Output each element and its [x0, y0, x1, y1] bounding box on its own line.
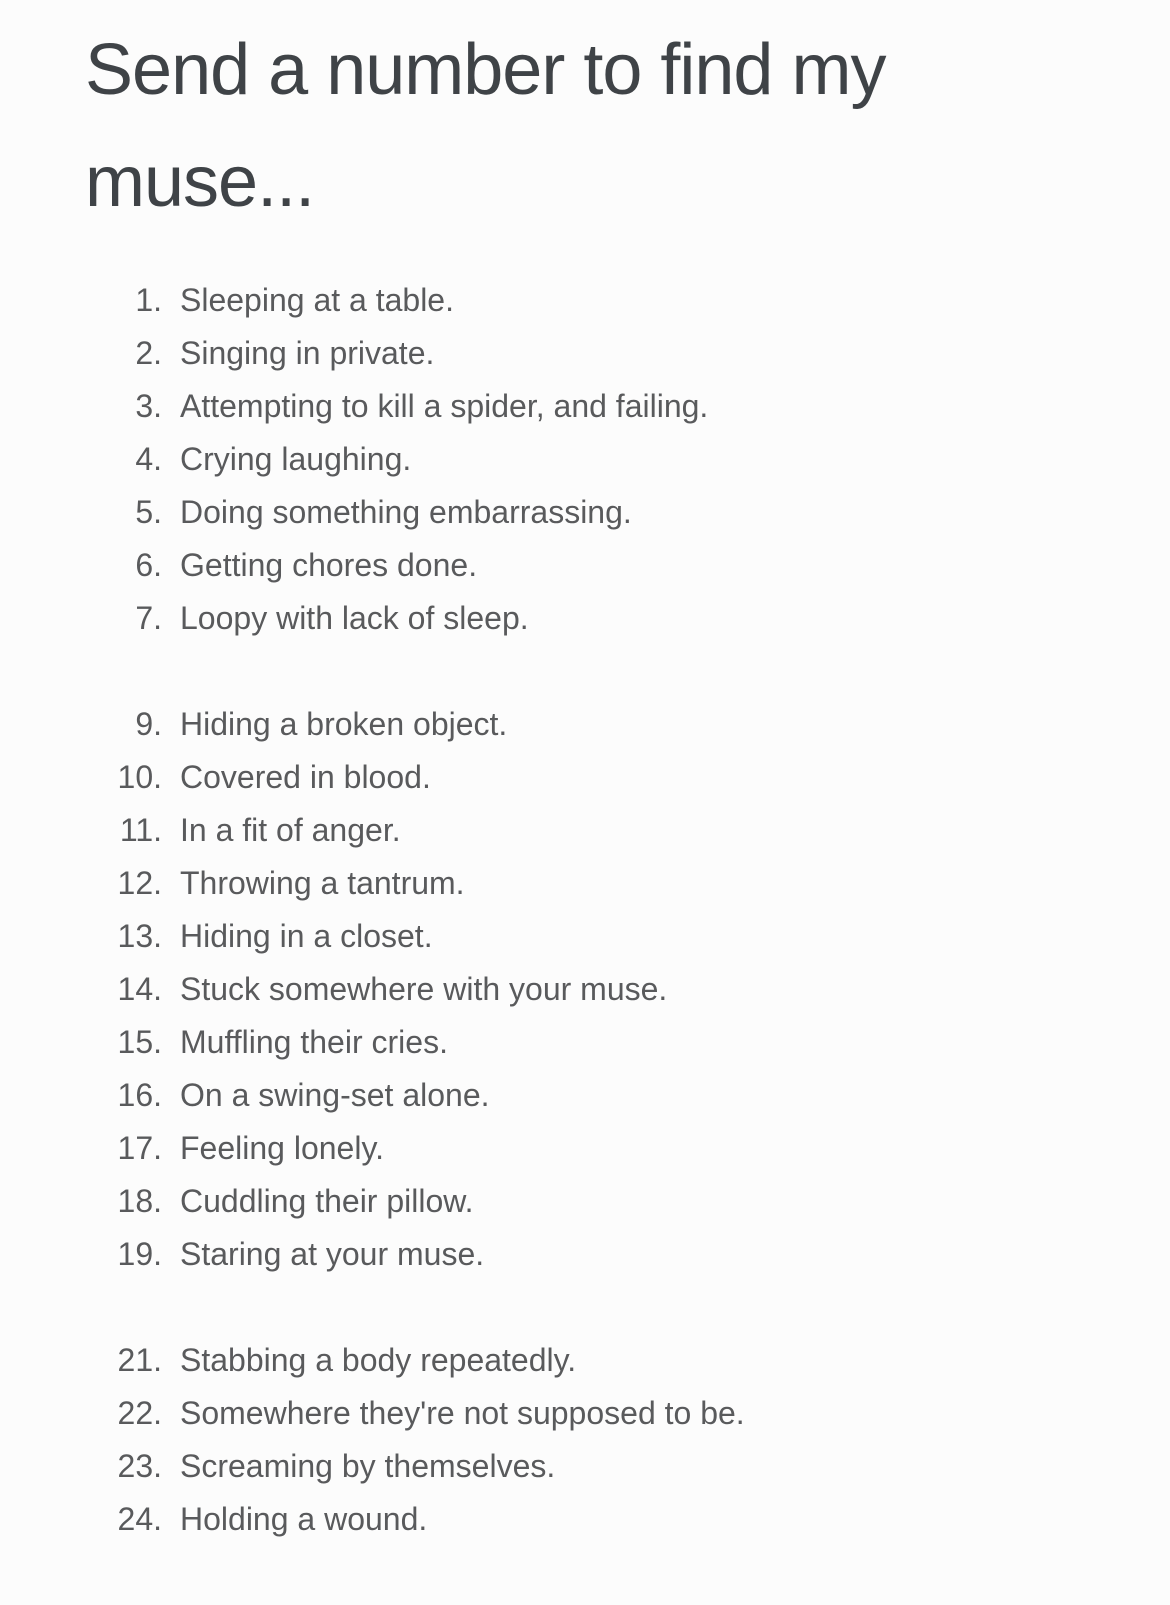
item-number: 16.: [117, 1077, 162, 1113]
item-number: 21.: [117, 1342, 162, 1378]
list-item: [0, 910, 1170, 963]
list-item: [0, 1016, 1170, 1069]
item-number: 1.: [135, 282, 162, 318]
item-text: On a swing-set alone.: [180, 1077, 490, 1113]
item-text: Cuddling their pillow.: [180, 1183, 474, 1219]
item-number: 12.: [117, 865, 162, 901]
list-item: [0, 1122, 1170, 1175]
list-item: [0, 274, 1170, 327]
item-number: 19.: [117, 1236, 162, 1272]
item-text: Doing something embarrassing.: [180, 494, 632, 530]
list-item: [0, 433, 1170, 486]
item-text: Hiding in a closet.: [180, 918, 433, 954]
item-text: Stuck somewhere with your muse.: [180, 971, 668, 1007]
list-item: [0, 1334, 1170, 1387]
item-text: Screaming by themselves.: [180, 1448, 556, 1484]
item-text: Stabbing a body repeatedly.: [180, 1342, 577, 1378]
item-text: Throwing a tantrum.: [180, 865, 465, 901]
item-number: 7.: [135, 600, 162, 636]
item-text: Hiding a broken object.: [180, 706, 508, 742]
item-text: Sleeping at a table.: [180, 282, 454, 318]
item-text: Muffling their cries.: [180, 1024, 448, 1060]
item-text: Crying laughing.: [180, 441, 412, 477]
item-number: 9.: [135, 706, 162, 742]
list-item: [0, 1387, 1170, 1440]
item-text: Staring at your muse.: [180, 1236, 485, 1272]
list-item: [0, 1175, 1170, 1228]
item-number: 6.: [135, 547, 162, 583]
list-item: [0, 486, 1170, 539]
list-item: [0, 592, 1170, 645]
page-title: Send a number to find my muse...: [85, 30, 886, 222]
list-item: [0, 1069, 1170, 1122]
item-number: 13.: [117, 918, 162, 954]
list-item: [0, 327, 1170, 380]
item-text: Feeling lonely.: [180, 1130, 384, 1166]
list-item: [0, 857, 1170, 910]
list-item: [0, 380, 1170, 433]
list-item: [0, 1493, 1170, 1546]
item-number: 2.: [135, 335, 162, 371]
item-number: 14.: [117, 971, 162, 1007]
list-item: [0, 963, 1170, 1016]
list-item: [0, 539, 1170, 592]
item-number: 15.: [117, 1024, 162, 1060]
item-text: Singing in private.: [180, 335, 435, 371]
list-item: [0, 1228, 1170, 1281]
list-item: [0, 804, 1170, 857]
item-number: 18.: [117, 1183, 162, 1219]
item-text: Somewhere they're not supposed to be.: [180, 1395, 745, 1431]
item-text: Covered in blood.: [180, 759, 431, 795]
list-item: [0, 751, 1170, 804]
item-number: 3.: [135, 388, 162, 424]
item-number: 22.: [117, 1395, 162, 1431]
list-item: [0, 1440, 1170, 1493]
item-text: Attempting to kill a spider, and failing.: [180, 388, 709, 424]
item-number: 17.: [117, 1130, 162, 1166]
item-number: 4.: [135, 441, 162, 477]
muse-prompt-list: [0, 274, 1170, 1546]
item-number: 5.: [135, 494, 162, 530]
item-text: Holding a wound.: [180, 1501, 428, 1537]
item-number: 24.: [117, 1501, 162, 1537]
item-number: 11.: [119, 812, 162, 848]
list-item: [0, 698, 1170, 751]
item-text: Getting chores done.: [180, 547, 478, 583]
item-text: Loopy with lack of sleep.: [180, 600, 529, 636]
item-text: In a fit of anger.: [180, 812, 401, 848]
item-number: 10.: [117, 759, 162, 795]
item-number: 23.: [117, 1448, 162, 1484]
